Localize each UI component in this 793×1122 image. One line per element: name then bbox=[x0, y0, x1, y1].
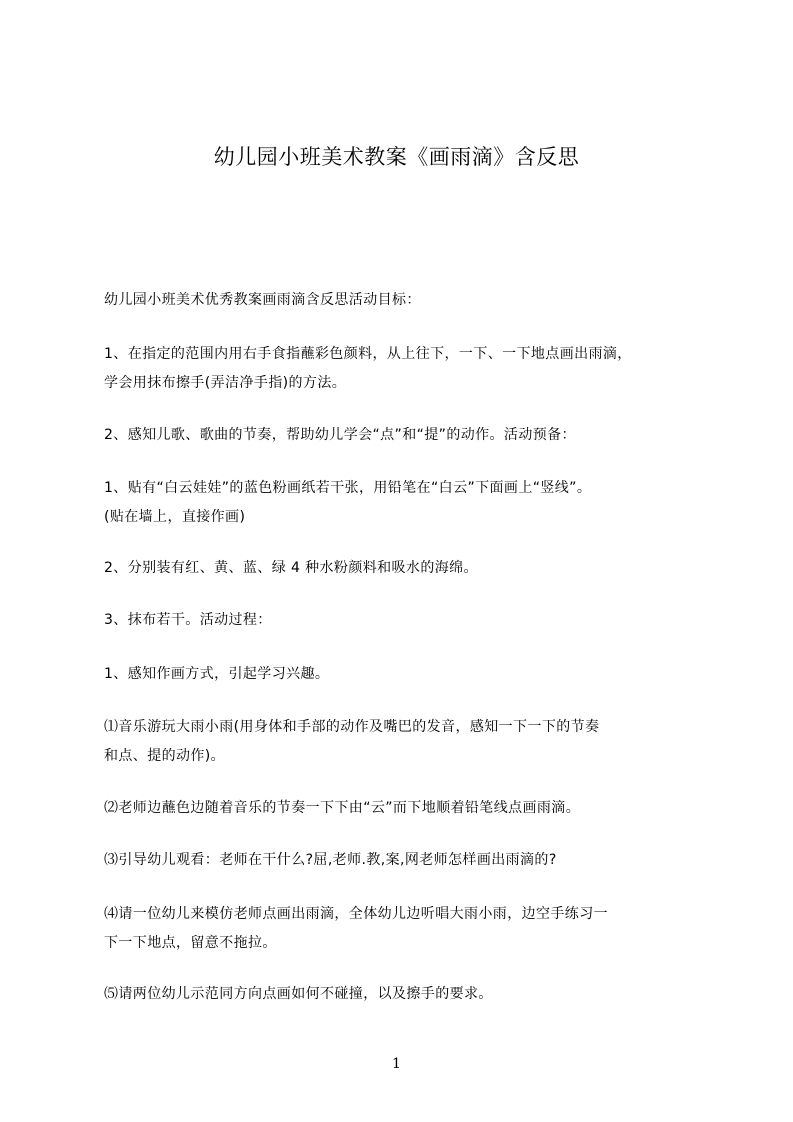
paragraph-line: ⑵老师边蘸色边随着音乐的节奏一下下由“云”而下地顺着铅笔线点画雨滴。 bbox=[104, 800, 581, 816]
paragraph-prep-1 bbox=[104, 474, 724, 532]
paragraph-goal-2 bbox=[104, 421, 724, 450]
paragraph-prep-2 bbox=[104, 554, 724, 583]
paragraph-line: ⑶引导幼儿观看：老师在干什么?屈,老师.教,案,网老师怎样画出雨滴的? bbox=[104, 852, 557, 868]
paragraph-line: ⑴音乐游玩大雨小雨(用身体和手部的动作及嘴巴的发音，感知一下一下的节奏 bbox=[104, 719, 600, 735]
paragraph-prep-3 bbox=[104, 606, 724, 635]
paragraph-line: 下一下地点，留意不拖拉。 bbox=[104, 935, 277, 951]
paragraph-line: 学会用抹布擦手(弄洁净手指)的方法。 bbox=[104, 375, 347, 391]
paragraph-line: 2、感知儿歌、歌曲的节奏，帮助幼儿学会“点”和“提”的动作。活动预备： bbox=[104, 427, 576, 443]
paragraph-goal-1 bbox=[104, 340, 724, 398]
paragraph-step-2 bbox=[104, 794, 724, 823]
paragraph-step-3 bbox=[104, 846, 724, 875]
paragraph-intro bbox=[104, 286, 724, 315]
paragraph-line: ⑷请一位幼儿来模仿老师点画出雨滴，全体幼儿边听唱大雨小雨，边空手练习一 bbox=[104, 906, 608, 922]
paragraph-line: 1、在指定的范围内用右手食指蘸彩色颜料，从上往下，一下、一下地点画出雨滴， bbox=[104, 346, 632, 362]
paragraph-line: 2、分别装有红、黄、蓝、绿 4 种水粉颜料和吸水的海绵。 bbox=[104, 560, 478, 576]
paragraph-line: 3、抹布若干。活动过程： bbox=[104, 612, 272, 628]
paragraph-process-1 bbox=[104, 660, 724, 689]
paragraph-step-5 bbox=[104, 980, 724, 1009]
paragraph-line: ⑸请两位幼儿示范同方向点画如何不碰撞，以及擦手的要求。 bbox=[104, 986, 493, 1002]
page-number: 1 bbox=[392, 1056, 401, 1072]
paragraph-line: 幼儿园小班美术优秀教案画雨滴含反思活动目标： bbox=[104, 292, 421, 308]
paragraph-line: (贴在墙上，直接作画) bbox=[104, 509, 246, 525]
paragraph-line: 1、贴有“白云娃娃”的蓝色粉画纸若干张，用铅笔在“白云”下面画上“竖线”。 bbox=[104, 480, 592, 496]
paragraph-step-1 bbox=[104, 713, 724, 771]
document-title: 幼儿园小班美术教案《画雨滴》含反思 bbox=[213, 145, 580, 169]
paragraph-step-4 bbox=[104, 900, 724, 958]
paragraph-line: 和点、提的动作)。 bbox=[104, 748, 226, 764]
paragraph-line: 1、感知作画方式，引起学习兴趣。 bbox=[104, 666, 330, 682]
